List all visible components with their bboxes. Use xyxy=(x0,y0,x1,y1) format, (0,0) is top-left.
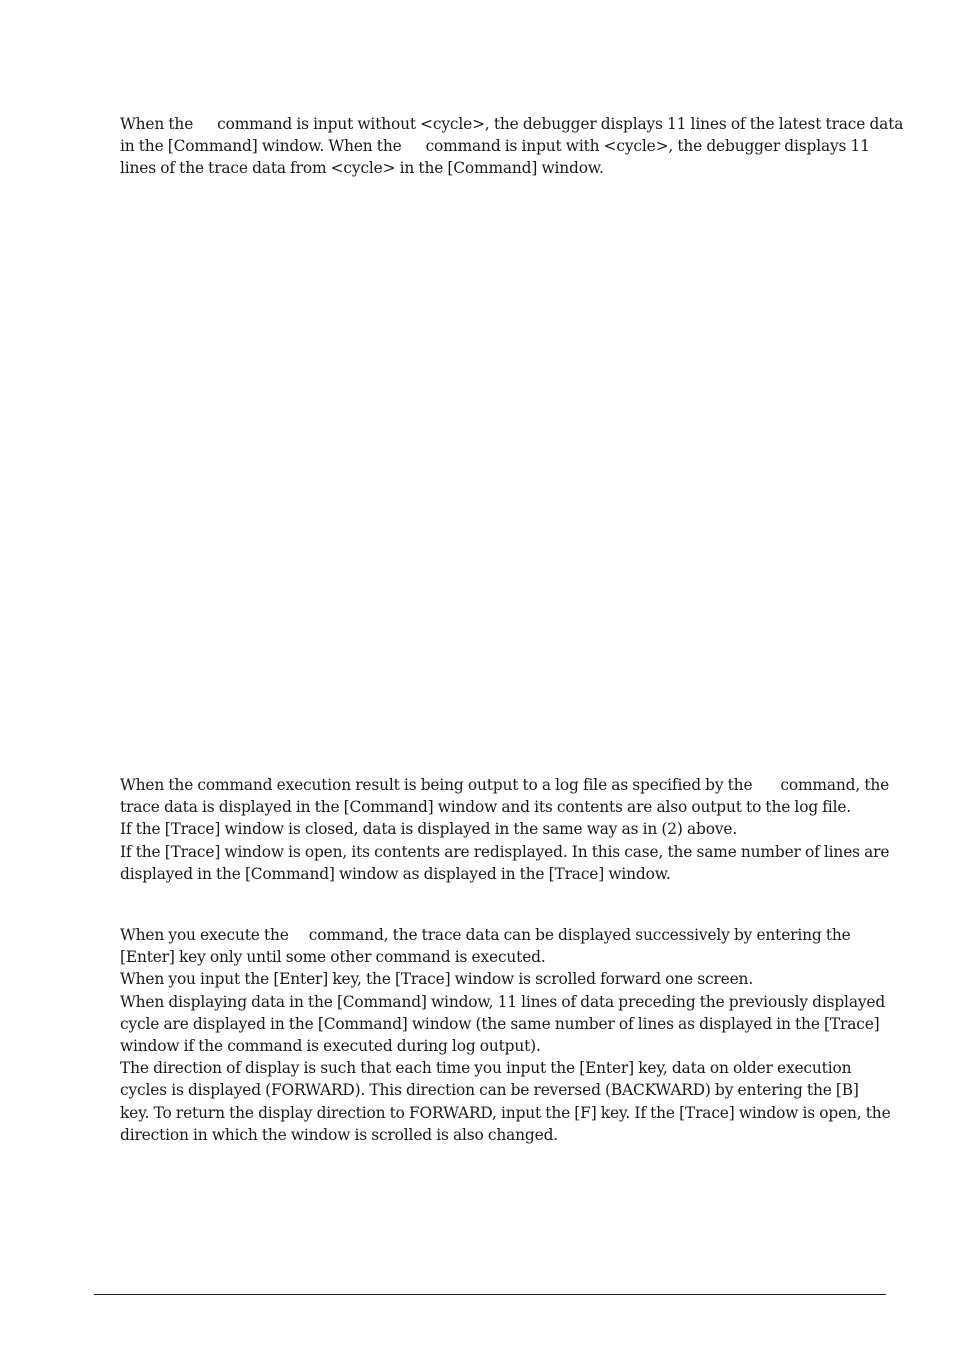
footer-divider xyxy=(94,1294,886,1295)
text-segment: command is input without <cycle>, the debugger displays 11 lines of the latest trace data xyxy=(217,115,904,133)
text-segment: command is input with <cycle>, the debugger displays 11 xyxy=(425,137,870,156)
text-line xyxy=(120,113,904,135)
text-segment: When the command execution result is being output to a log file as specified by the xyxy=(120,776,753,794)
text-line: trace data is displayed in the [Command] window and its contents are also output to the log file. xyxy=(120,798,852,817)
text-line: The direction of display is such that each time you input the [Enter] key, data on older execution xyxy=(120,1059,852,1078)
text-segment: When you execute the xyxy=(120,926,289,944)
text-line xyxy=(120,924,886,946)
text-line: cycle are displayed in the [Command] window (the same number of lines as displayed in the [Trace] xyxy=(120,1014,880,1033)
text-segment: When the xyxy=(120,115,194,133)
text-segment: command, the xyxy=(780,776,890,794)
text-line xyxy=(120,774,890,796)
text-line: When displaying data in the [Command] window, 11 lines of data preceding the previously displayed xyxy=(120,992,886,1011)
text-line: window if the command is executed during log output). xyxy=(120,1037,541,1056)
text-line: lines of the trace data from <cycle> in the [Command] window. xyxy=(120,159,604,178)
text-line: If the [Trace] window is closed, data is displayed in the same way as in (2) above. xyxy=(120,820,738,839)
successive-display-paragraph xyxy=(120,924,891,1146)
text-line: [Enter] key only until some other command is executed. xyxy=(120,948,546,967)
text-line: displayed in the [Command] window as displayed in the [Trace] window. xyxy=(120,864,671,883)
trace-display-paragraph xyxy=(120,113,904,180)
text-segment: command, the trace data can be displayed successively by entering the xyxy=(308,926,851,944)
text-line: cycles is displayed (FORWARD). This direction can be reversed (BACKWARD) by entering the [B] xyxy=(120,1081,859,1100)
text-line: If the [Trace] window is open, its contents are redisplayed. In this case, the same number of lines are xyxy=(120,842,890,861)
text-line xyxy=(120,135,886,157)
text-line: When you input the [Enter] key, the [Trace] window is scrolled forward one screen. xyxy=(120,970,754,989)
text-line: key. To return the display direction to FORWARD, input the [F] key. If the [Trace] window is open, the xyxy=(120,1103,891,1122)
text-line: direction in which the window is scrolled is also changed. xyxy=(120,1125,559,1144)
log-output-paragraph xyxy=(120,774,890,885)
text-segment: in the [Command] window. When the xyxy=(120,137,402,156)
